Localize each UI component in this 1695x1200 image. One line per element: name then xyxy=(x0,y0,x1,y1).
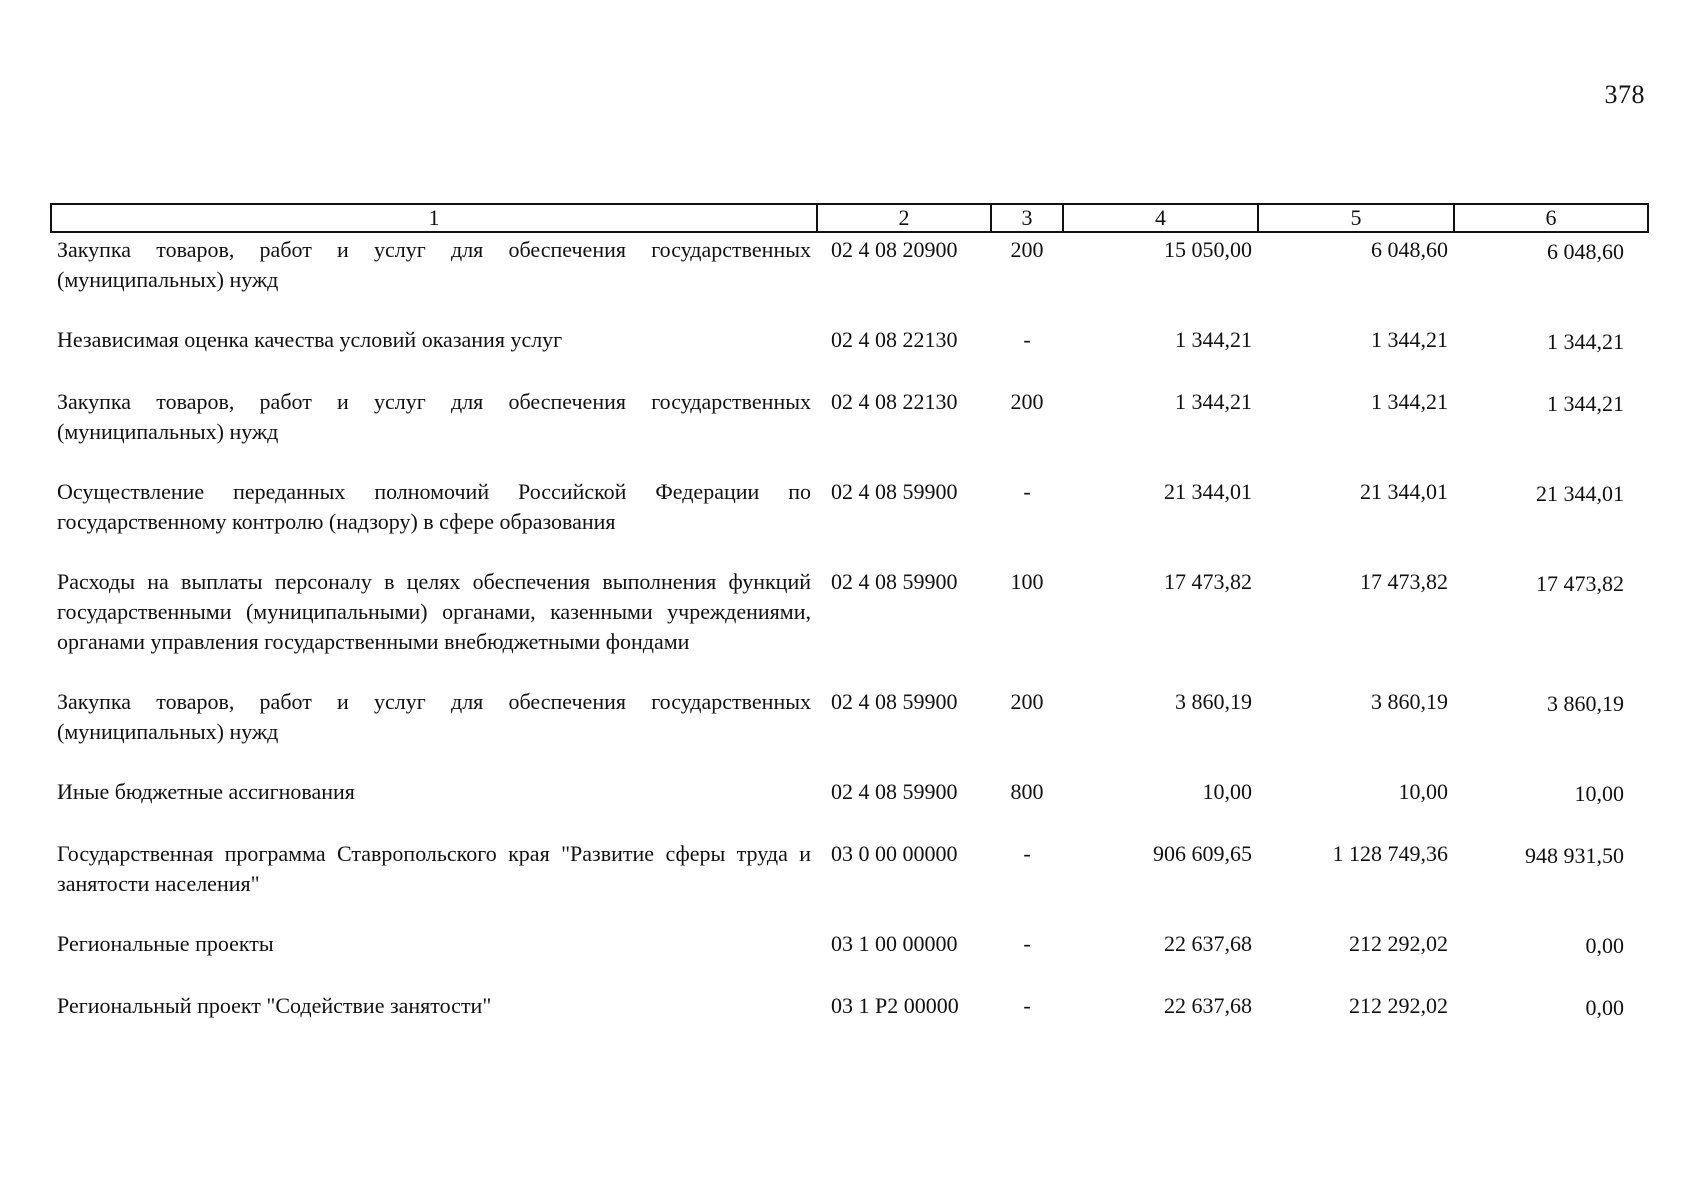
budget-code: 02 4 08 59900 xyxy=(831,479,958,504)
amount-col-4: 22 637,68 xyxy=(1164,993,1252,1018)
budget-code: 02 4 08 22130 xyxy=(831,389,958,414)
expense-name: Иные бюджетные ассигнования xyxy=(57,779,355,804)
amount-col-6: 3 860,19 xyxy=(1547,691,1624,716)
amount-col-4: 21 344,01 xyxy=(1164,479,1252,504)
expense-type: 200 xyxy=(1010,389,1044,414)
table-row xyxy=(51,927,1648,961)
amount-col-5: 1 344,21 xyxy=(1371,389,1448,414)
budget-code: 03 1 Р2 00000 xyxy=(831,993,959,1018)
column-header-5: 5 xyxy=(1258,204,1454,232)
amount-col-4: 15 050,00 xyxy=(1164,237,1252,262)
amount-col-4: 17 473,82 xyxy=(1164,569,1252,594)
amount-col-6: 21 344,01 xyxy=(1536,481,1624,506)
amount-col-6: 0,00 xyxy=(1585,995,1624,1020)
table-row xyxy=(51,475,1648,537)
amount-col-4: 1 344,21 xyxy=(1175,327,1252,352)
amount-col-4: 906 609,65 xyxy=(1153,841,1252,866)
table-row xyxy=(51,565,1648,657)
amount-col-4: 1 344,21 xyxy=(1175,389,1252,414)
amount-col-5: 212 292,02 xyxy=(1349,931,1448,956)
expense-name: Расходы на выплаты персоналу в целях обеспечения выполнения функций государственными (муниципальными) органами, казенными учреждениями, органами управления государственными внебюджетными фондами xyxy=(57,569,811,654)
amount-col-6: 0,00 xyxy=(1585,933,1624,958)
table-row xyxy=(51,323,1648,357)
expense-type: - xyxy=(1023,327,1031,352)
table-row xyxy=(51,685,1648,747)
amount-col-5: 3 860,19 xyxy=(1371,689,1448,714)
amount-col-6: 948 931,50 xyxy=(1525,843,1624,868)
amount-col-4: 22 637,68 xyxy=(1164,931,1252,956)
column-header-4: 4 xyxy=(1063,204,1258,232)
budget-code: 02 4 08 59900 xyxy=(831,569,958,594)
budget-code: 03 0 00 00000 xyxy=(831,841,958,866)
amount-col-4: 10,00 xyxy=(1202,779,1252,804)
expense-name: Региональные проекты xyxy=(57,931,274,956)
amount-col-5: 10,00 xyxy=(1398,779,1448,804)
table-row xyxy=(51,232,1648,295)
amount-col-4: 3 860,19 xyxy=(1175,689,1252,714)
budget-table xyxy=(50,203,1649,1023)
page-number: 378 xyxy=(1604,80,1645,109)
expense-name: Закупка товаров, работ и услуг для обеспечения государственных (муниципальных) нужд xyxy=(57,689,811,744)
budget-code: 02 4 08 22130 xyxy=(831,327,958,352)
column-header-1: 1 xyxy=(51,204,817,232)
amount-col-6: 17 473,82 xyxy=(1536,571,1624,596)
amount-col-6: 6 048,60 xyxy=(1547,239,1624,264)
budget-code: 03 1 00 00000 xyxy=(831,931,958,956)
column-header-6: 6 xyxy=(1454,204,1648,232)
expense-type: - xyxy=(1023,993,1031,1018)
table-row xyxy=(51,775,1648,809)
budget-code: 02 4 08 59900 xyxy=(831,779,958,804)
expense-type: - xyxy=(1023,479,1031,504)
table-row xyxy=(51,837,1648,899)
amount-col-5: 21 344,01 xyxy=(1360,479,1448,504)
expense-type: - xyxy=(1023,841,1031,866)
expense-name: Закупка товаров, работ и услуг для обеспечения государственных (муниципальных) нужд xyxy=(57,389,811,444)
budget-code: 02 4 08 20900 xyxy=(831,237,958,262)
amount-col-5: 212 292,02 xyxy=(1349,993,1448,1018)
expense-name: Государственная программа Ставропольского края "Развитие сферы труда и занятости населения" xyxy=(57,841,811,896)
amount-col-5: 1 344,21 xyxy=(1371,327,1448,352)
table-row xyxy=(51,989,1648,1023)
expense-type: 100 xyxy=(1010,569,1044,594)
amount-col-6: 1 344,21 xyxy=(1547,329,1624,354)
expense-type: 800 xyxy=(1010,779,1044,804)
expense-name: Осуществление переданных полномочий Российской Федерации по государственному контролю (надзору) в сфере образования xyxy=(57,479,811,534)
expense-type: 200 xyxy=(1010,237,1044,262)
amount-col-5: 6 048,60 xyxy=(1371,237,1448,262)
expense-type: - xyxy=(1023,931,1031,956)
column-header-3: 3 xyxy=(991,204,1063,232)
expense-name: Региональный проект "Содействие занятости" xyxy=(57,993,492,1018)
amount-col-6: 10,00 xyxy=(1574,781,1624,806)
expense-type: 200 xyxy=(1010,689,1044,714)
amount-col-5: 1 128 749,36 xyxy=(1332,841,1448,866)
table-row xyxy=(51,385,1648,447)
budget-code: 02 4 08 59900 xyxy=(831,689,958,714)
column-header-2: 2 xyxy=(817,204,991,232)
expense-name: Закупка товаров, работ и услуг для обеспечения государственных (муниципальных) нужд xyxy=(57,237,811,292)
expense-name: Независимая оценка качества условий оказания услуг xyxy=(57,327,563,352)
amount-col-5: 17 473,82 xyxy=(1360,569,1448,594)
table-header-row xyxy=(51,204,1648,232)
amount-col-6: 1 344,21 xyxy=(1547,391,1624,416)
